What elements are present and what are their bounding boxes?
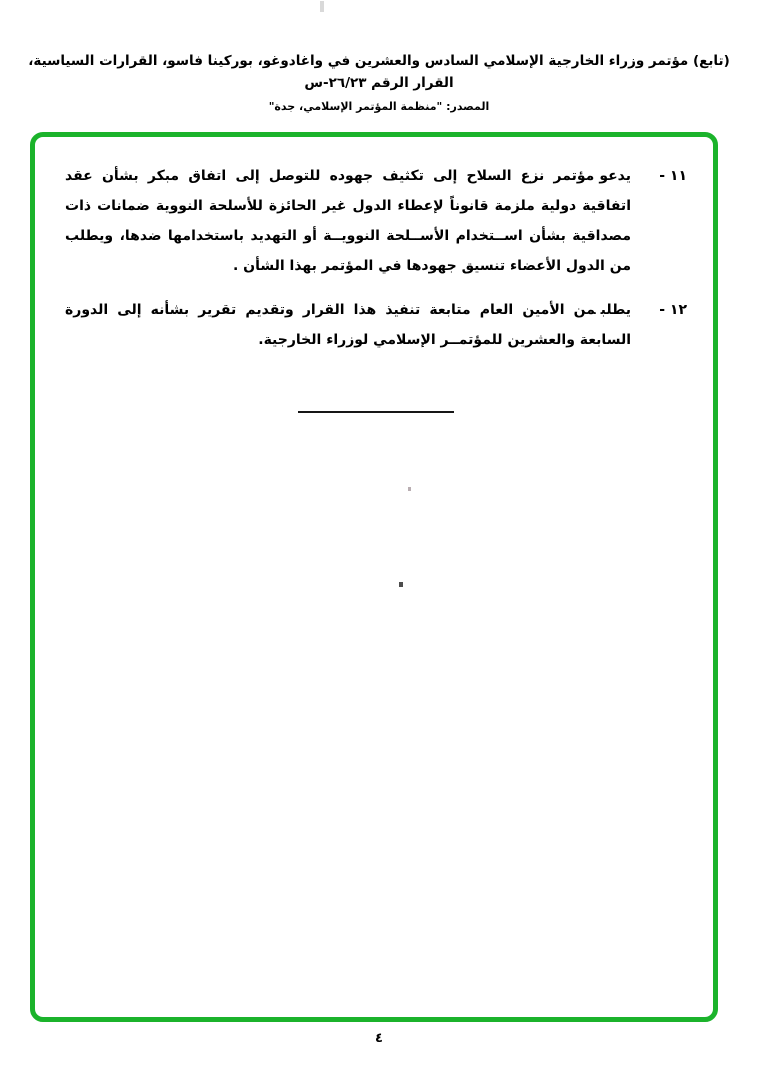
scan-artifact-speck (399, 582, 403, 587)
item-lead-word: يطلب (600, 302, 631, 318)
scan-artifact-speck (408, 487, 411, 491)
section-divider-rule (298, 411, 454, 413)
item-number: ١٢ - (659, 302, 687, 318)
item-lead-word: يدعو (599, 168, 631, 184)
item-text (65, 295, 631, 355)
item-body-text: مؤتمر نزع السلاح إلى تكثيف جهوده للتوصل إلى اتفاق مبكر بشأن عقد اتفاقية دولية ملزمة قانوناً لإعطاء الدول غير الحائزة للأسلحة النووية ضمانات ذات مصداقية بشأن اســتخدام الأســلحة النوويــة أو التهديد باستخدامها ضدها، ويطلب من الدول الأعضاء تنسيق جهودها في المؤتمر بهذا الشأن . (65, 168, 631, 274)
item-body-text: من الأمين العام متابعة تنفيذ هذا القرار وتقديم تقرير بشأنه إلى الدورة السابعة والعشرين للمؤتمــر الإسلامي لوزراء الخارجية. (65, 302, 631, 348)
document-header (0, 50, 758, 115)
page-number: ٤ (375, 1031, 383, 1046)
resolution-item-11 (65, 161, 687, 281)
item-number: ١١ - (659, 168, 687, 184)
header-title-line: (تابع) مؤتمر وزراء الخارجية الإسلامي السادس والعشرين في واغادوغو، بوركينا فاسو، القرارات السياسية، القرار الرقم ٢٦/٢٣-س (28, 53, 730, 91)
scan-artifact-top (320, 1, 324, 12)
resolution-frame (30, 132, 718, 1022)
header-source-line: المصدر: "منظمة المؤتمر الإسلامي، جدة" (268, 100, 490, 113)
item-text (65, 161, 631, 281)
resolution-body (35, 137, 713, 1017)
resolution-item-12 (65, 295, 687, 355)
